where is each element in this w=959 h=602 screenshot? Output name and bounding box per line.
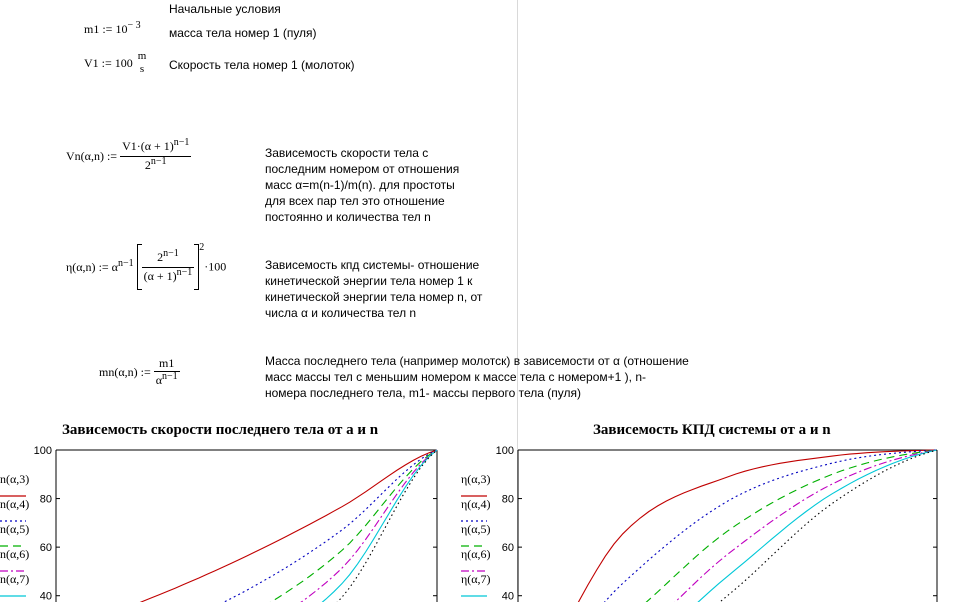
- eta-alpha: α: [111, 259, 118, 274]
- vn-description: [265, 145, 459, 225]
- eta-lhs: η(α,n): [66, 259, 96, 274]
- vn-denominator: 2: [144, 158, 151, 172]
- series-line: [518, 450, 937, 602]
- y-tick-label: 100: [33, 445, 52, 457]
- mn-numerator: m1: [154, 355, 180, 372]
- velocity-chart[interactable]: [0, 440, 450, 602]
- y-tick-label: 80: [39, 493, 52, 506]
- vn-lhs: Vn(α,n): [66, 149, 104, 163]
- assign-op: :=: [102, 22, 113, 36]
- assign-op: :=: [140, 365, 151, 379]
- mn-formula[interactable]: [99, 355, 180, 390]
- vn-description-line: для всех пар тел это отношение: [265, 194, 445, 208]
- eta-square: 2: [199, 241, 205, 253]
- series-line: [56, 450, 437, 602]
- legend-label: n(α,5): [0, 522, 30, 536]
- y-tick-label: 40: [39, 590, 52, 602]
- mn-description-line: масс массы тел с меньшим номером к массе тела с номером+1 ), n-: [265, 370, 646, 384]
- m1-exponent: − 3: [127, 20, 141, 31]
- mn-den-exponent: n−1: [162, 371, 178, 382]
- assign-op: :=: [106, 149, 118, 163]
- legend-label: n(α,4): [0, 497, 30, 511]
- vn-description-line: последним номером от отношения: [265, 162, 460, 176]
- series-line: [518, 450, 937, 602]
- m1-lhs: m1: [84, 22, 100, 36]
- legend-label: η(α,3): [461, 472, 491, 486]
- vn-description-line: масс α=m(n-1)/m(n). для простоты: [265, 178, 455, 192]
- eta-description: [265, 257, 482, 321]
- efficiency-chart[interactable]: [455, 440, 950, 602]
- legend-label: n(α,3): [0, 472, 30, 486]
- mn-description-line: Масса последнего тела (например молотск) в зависемости от α (отношение: [265, 354, 689, 368]
- mn-lhs: mn(α,n): [99, 365, 138, 379]
- eta-alpha-exponent: n−1: [117, 257, 134, 269]
- legend-item: [0, 572, 29, 602]
- series-line: [518, 450, 937, 602]
- eta-num-exponent: n−1: [163, 247, 179, 259]
- legend-label: n(α,7): [0, 572, 30, 586]
- legend-label: η(α,4): [461, 497, 491, 511]
- vn-description-line: Зависемость скорости тела с: [265, 146, 429, 160]
- series-line: [56, 450, 437, 602]
- y-tick-label: 100: [495, 445, 514, 457]
- mn-denominator: α: [155, 373, 163, 387]
- m1-formula[interactable]: [84, 22, 141, 37]
- eta-description-line: Зависемость кпд системы- отношение: [265, 258, 480, 272]
- legend-label: η(α,6): [461, 547, 491, 561]
- mn-description: [265, 353, 689, 401]
- eta-formula[interactable]: [66, 241, 227, 290]
- series-line: [518, 450, 937, 602]
- eta-numerator: 2: [157, 249, 164, 264]
- velocity-chart-title: Зависемость скорости последнего тела от а и n: [62, 422, 379, 438]
- vn-description-line: постоянно и количества тел n: [265, 210, 431, 224]
- v1-unit-num: m: [137, 50, 147, 62]
- eta-multiplier: ·100: [204, 259, 227, 274]
- series-line: [56, 450, 437, 602]
- legend-label: η(α,7): [461, 572, 491, 586]
- eta-description-line: кинетической энергии тела номер n, от: [265, 290, 483, 304]
- series-line: [56, 450, 437, 602]
- vn-numerator: V1·(α + 1): [122, 139, 174, 153]
- m1-description: масса тела номер 1 (пуля): [169, 26, 317, 40]
- v1-formula[interactable]: [84, 50, 148, 76]
- assign-op: :=: [101, 56, 112, 70]
- y-tick-label: 60: [501, 542, 514, 555]
- eta-description-line: кинетической энергии тела номер 1 к: [265, 274, 473, 288]
- vn-den-exponent: n−1: [150, 156, 167, 167]
- legend-swatch: [461, 594, 489, 598]
- m1-base: 10: [115, 22, 128, 36]
- v1-value: 100: [114, 56, 133, 70]
- v1-lhs: V1: [84, 56, 99, 70]
- legend-label: n(α,6): [0, 547, 30, 561]
- y-tick-label: 40: [501, 590, 514, 602]
- legend-label: η(α,5): [461, 522, 491, 536]
- series-line: [518, 450, 937, 602]
- legend-item: [461, 572, 491, 602]
- eta-denominator: (α + 1): [143, 268, 177, 283]
- series-line: [56, 450, 437, 602]
- eta-description-line: числа α и количества тел n: [265, 306, 417, 320]
- vn-formula[interactable]: [66, 138, 191, 175]
- v1-description: Скорость тела номер 1 (молоток): [169, 58, 355, 72]
- eta-den-exponent: n−1: [176, 266, 193, 278]
- v1-unit-den: s: [139, 63, 145, 75]
- series-line: [518, 450, 937, 602]
- y-tick-label: 60: [39, 542, 52, 555]
- y-tick-label: 80: [501, 493, 514, 506]
- efficiency-chart-title: Зависемость КПД системы от а и n: [593, 422, 831, 438]
- mn-description-line: номера последнего тела, m1- массы первого тела (пуля): [265, 386, 582, 400]
- legend-swatch: [0, 594, 28, 598]
- vn-num-exponent: n−1: [173, 137, 190, 148]
- assign-op: :=: [98, 259, 109, 274]
- initial-conditions-heading: Начальные условия: [169, 2, 281, 16]
- series-line: [56, 450, 437, 602]
